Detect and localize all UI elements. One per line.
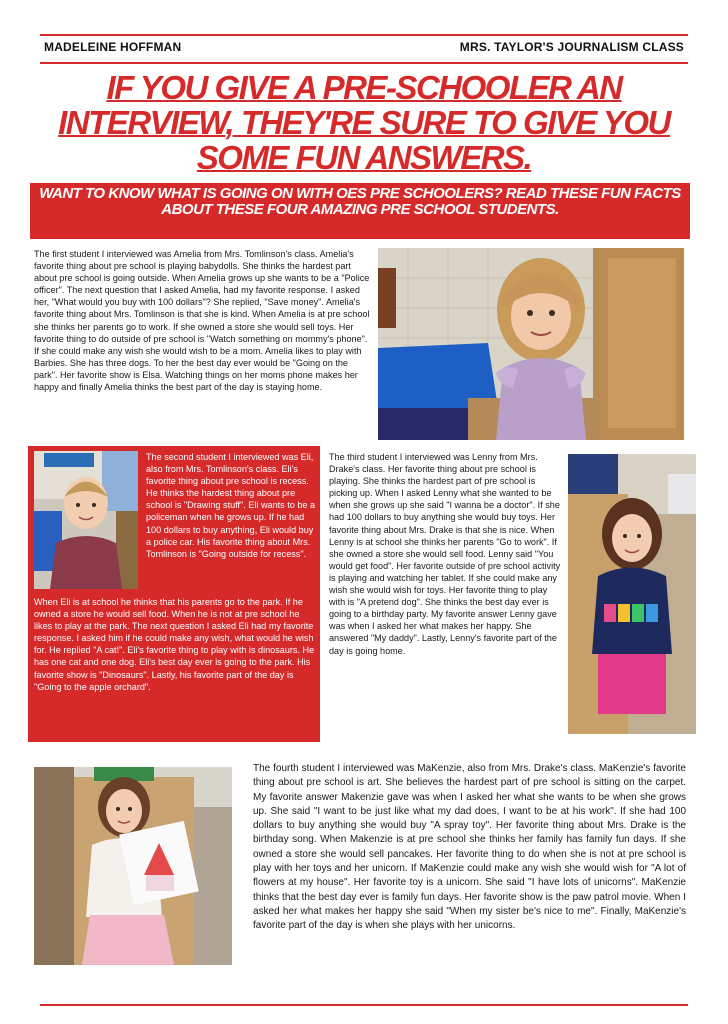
photo-amelia	[378, 248, 684, 440]
article-lenny: The third student I interviewed was Lenny from Mrs. Drake's class. Her favorite thing about pre school is playing. She thinks the hardest part of pre school is picking up. When I asked Lenny what she wanted to be when she grows up she said "I wanna be a doctor". If she had 100 dollars to buy anything she would buy toys. Her favorite thing about Mrs. Drake is that she is nice. When Lenny is at school she thinks her parents "Go to work". If she owned a store she would sell food. Lenny said "You would get food". Her favorite outside of pre school activity is playing and watching her tablet. If she could make any wish she would wish for toys. Her favorite thing to play with is "A pretend dog". She thinks the best day ever is going to a birthday party. My favorite answer Lenny gave was when I asked her what makes her happy. She answered "My daddy". Lastly, Lenny's favorite part of the day is going home.	[329, 452, 561, 656]
article-eli-part2: When Eli is at school he thinks that his parents go to the park. If he owned a store he would sell food. When he is not at pre school he likes to play at the park. The next question I asked Eli had my favorite response. I asked him if he could make any wish, what would he wish for. He replied "A cat!". Eli's favorite thing to play with is dinosaurs. He has one cat and one dog. Eli's best day ever is going to the park. His favorite show is "Dinosaurs". Lastly, his favorite part of the day is "Going to the apple orchard".	[34, 597, 315, 692]
photo-eli	[34, 451, 138, 589]
bottom-rule	[40, 1004, 688, 1006]
header-rule	[40, 62, 688, 64]
author-name: MADELEINE HOFFMAN	[44, 40, 182, 54]
article-amelia: The first student I interviewed was Amelia from Mrs. Tomlinson's class. Amelia's favorite thing about pre school is playing babydolls. She thinks the hardest part about pre school is going outside. When Amelia grows up she wants to be a "Police officer". The next question that I asked Amelia, had my favorite response. I asked her, "What would you buy with 100 dollars"? She replied, "Save money". Amelia's favorite thing about Mrs. Tomlinson is that she is kind. When Amelia is at pre school she thinks her parents go to work. If she owned a store she would sell toys. Her favorite thing to do outside of pre school is "Watch something on mommy's phone". If she could make any wish she would wish to be a mom. Amelia likes to play with Barbies. She has three dogs. To her the best day ever would be "Going on the park". Her favorite show is Elsa. Watching things on her moms phone makes her happy and finally Amelia thinks the best part of the day is staying home.	[34, 249, 370, 393]
article-eli-part1: The second student I interviewed was Eli, also from Mrs. Tomlinson's class. Eli's favorite thing about pre school is recess. He thinks the hardest thing about pre school is "Drawing stuff". Eli wants to be a policeman when he grows up. If he had 100 dollars to buy anything, Eli would buy a police car. His favorite thing about Mrs. Tomlinson is "Going outside for recess".	[146, 452, 316, 559]
headline: IF YOU GIVE A PRE-SCHOOLER AN INTERVIEW, THEY'RE SURE TO GIVE YOU SOME FUN ANSWERS.	[58, 69, 670, 176]
photo-makenzie	[34, 767, 232, 965]
top-rule	[40, 34, 688, 36]
subheadline-banner: WANT TO KNOW WHAT IS GOING ON WITH OES PRE SCHOOLERS? READ THESE FUN FACTS ABOUT THESE FOUR AMAZING PRE SCHOOL STUDENTS.	[30, 183, 690, 239]
photo-lenny	[568, 454, 696, 734]
article-makenzie: The fourth student I interviewed was MaKenzie, also from Mrs. Drake's class. MaKenzie's favorite thing about pre school is art. She believes the hardest part of pre school is sitting on the carpet. My favorite answer Makenzie gave was when I asked her what she wants to be when she grows up. She said "I want to be just like what my dad does, I want to be at his work". If she had 100 dollars to buy anything she would buy "A spray toy". Her favorite thing about Mrs. Drake is the birthday song. When Makenzie is at pre school she thinks her family has family fun days. If she owned a store she would sell pancakes. Her favorite thing to do when she is not at pre school is play with her toys and her unicorn. If MaKenzie could make any wish she would wish for "A lot of flowers at my house". Her favorite toy is a unicorn. She said "I have lots of unicorns". MaKenzie thinks that the best day ever is family fun days. Her favorite show is the paw patrol movie. When I asked her what makes her happy she said "When my sister be's nice to me". Finally, MaKenzie's favorite part of the day is when she plays with her unicorns.	[253, 763, 686, 932]
class-name: MRS. TAYLOR'S JOURNALISM CLASS	[459, 40, 684, 54]
